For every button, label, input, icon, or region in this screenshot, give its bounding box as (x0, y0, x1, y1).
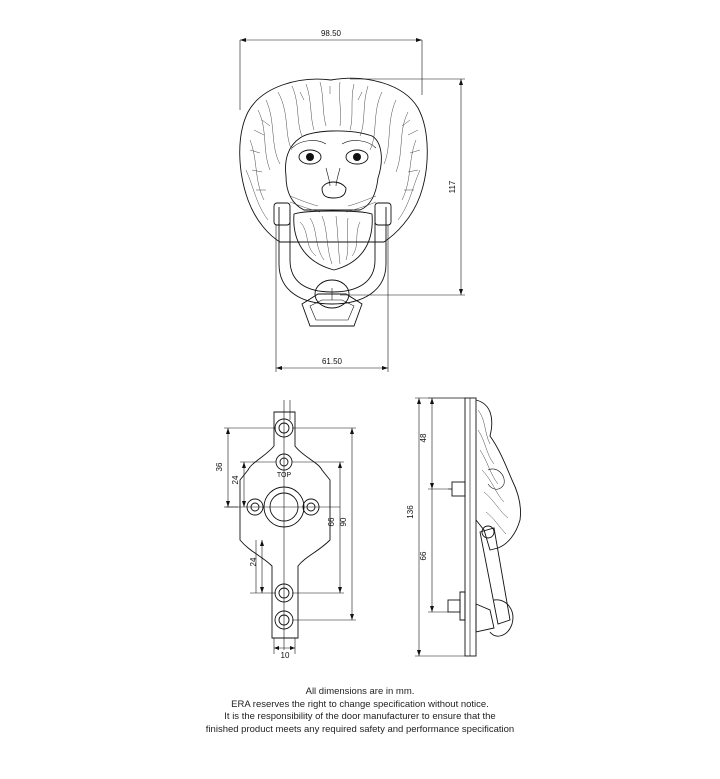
dimension-136-label: 136 (406, 505, 415, 519)
backplate-view (215, 400, 356, 660)
dimension-height (340, 79, 465, 295)
note-line: It is the responsibility of the door manufacturer to ensure that the (224, 711, 496, 722)
dimension-height-label: 117 (448, 180, 457, 194)
note-line: ERA reserves the right to change specification without notice. (231, 698, 489, 710)
side-view (406, 398, 521, 656)
dimension-90-label: 90 (339, 517, 348, 527)
dimension-66-side-label: 66 (419, 551, 428, 561)
dimension-48-label: 48 (419, 433, 428, 443)
dimension-66-label: 66 (327, 517, 336, 527)
note-line: finished product meets any required safety and performance specification (205, 723, 515, 735)
dimension-ring-width-label: 61.50 (321, 357, 343, 366)
dimension-width (240, 29, 422, 110)
note-line: All dimensions are in mm. (305, 686, 415, 697)
specification-notes (0, 686, 720, 736)
dimension-width-label: 98.50 (320, 29, 342, 38)
front-view (240, 29, 465, 372)
lion-face (286, 131, 382, 212)
top-label: TOP (276, 472, 292, 479)
lion-beard (294, 211, 372, 270)
dimension-24-upper-label: 24 (231, 475, 240, 485)
dimension-36-label: 36 (215, 462, 224, 472)
dimension-10-label: 10 (280, 651, 290, 660)
lion-mane (240, 78, 428, 242)
dimension-24-lower-label: 24 (249, 557, 258, 567)
knocker-ring (274, 203, 391, 326)
